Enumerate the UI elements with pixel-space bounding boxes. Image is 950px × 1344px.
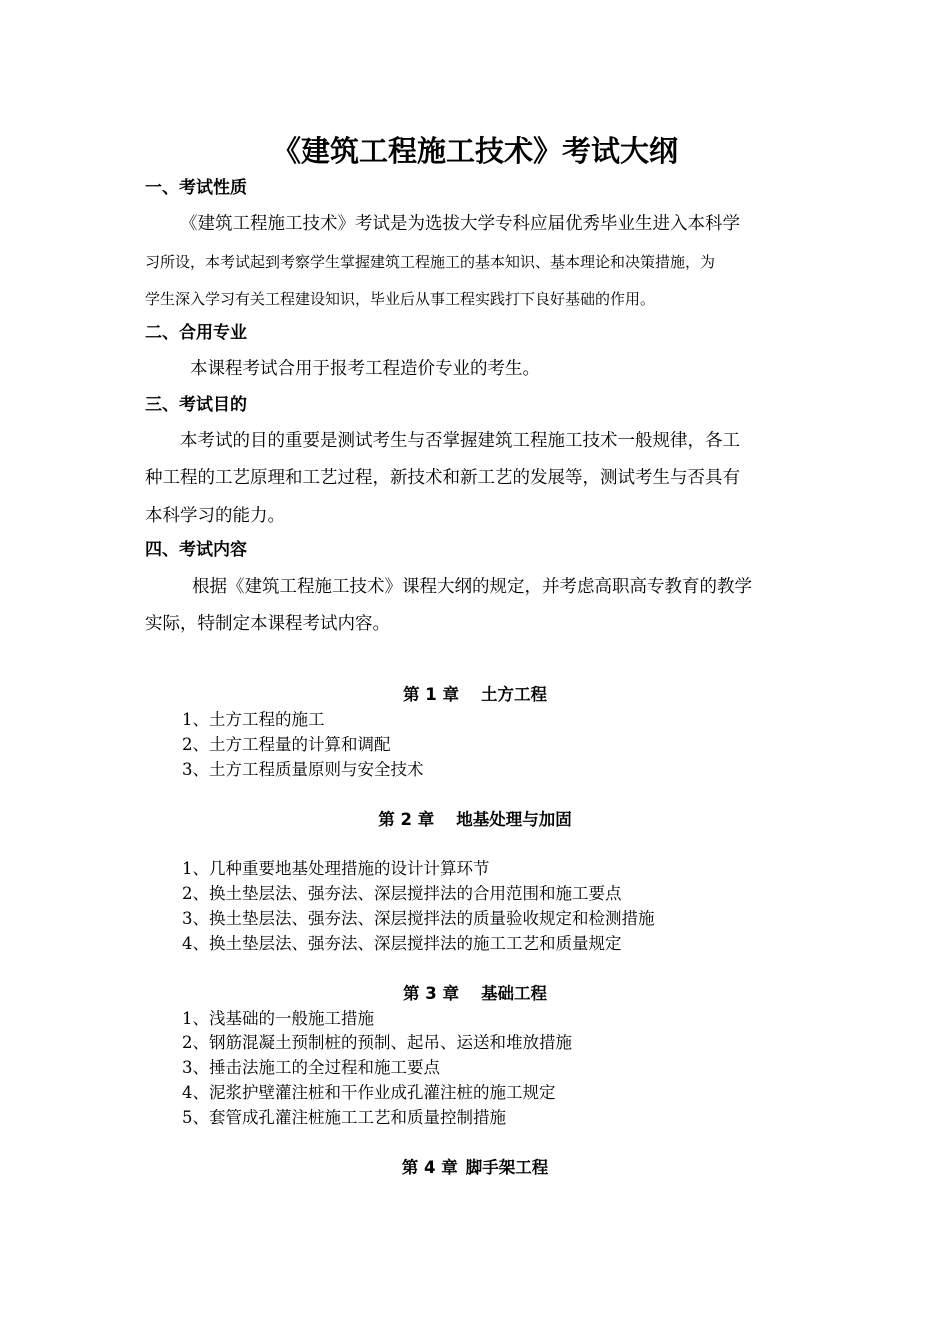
chapter-title — [0, 1156, 950, 1180]
list-item: 2、换土垫层法、强夯法、深层搅拌法的合用范围和施工要点 — [182, 884, 622, 903]
paragraph-line: 种工程的工艺原理和工艺过程，新技术和新工艺的发展等，测试考生与否具有 — [145, 468, 740, 488]
chapter-number: 第 2 章 — [378, 810, 435, 829]
list-item: 5、套管成孔灌注桩施工工艺和质量控制措施 — [182, 1108, 506, 1127]
paragraph-line: 《建筑工程施工技术》考试是为选拔大学专科应届优秀毕业生进入本科学 — [180, 214, 740, 234]
paragraph-line: 本考试的目的重要是测试考生与否掌握建筑工程施工技术一般规律，各工 — [180, 431, 740, 451]
chapter-number: 第 3 章 — [403, 984, 459, 1003]
chapter-name: 土方工程 — [480, 685, 547, 704]
list-item: 4、泥浆护壁灌注桩和干作业成孔灌注桩的施工规定 — [182, 1083, 556, 1102]
chapter-title — [0, 808, 950, 832]
chapter-name: 基础工程 — [480, 984, 547, 1003]
document-title: 《建筑工程施工技术》考试大纲 — [271, 134, 678, 168]
list-item: 1、土方工程的施工 — [182, 710, 325, 729]
list-item: 4、换土垫层法、强夯法、深层搅拌法的施工工艺和质量规定 — [182, 934, 622, 953]
paragraph-line: 根据《建筑工程施工技术》课程大纲的规定，并考虑高职高专教育的教学 — [192, 577, 752, 597]
paragraph-line: 实际，特制定本课程考试内容。 — [145, 614, 390, 634]
section-heading-content: 四、考试内容 — [145, 540, 247, 560]
list-item: 3、换土垫层法、强夯法、深层搅拌法的质量验收规定和检测措施 — [182, 909, 655, 928]
paragraph-line: 本科学习的能力。 — [145, 506, 285, 526]
chapter-name: 脚手架工程 — [465, 1158, 549, 1177]
chapter-number: 第 1 章 — [403, 685, 459, 704]
section-heading-applicable-major: 二、合用专业 — [145, 323, 247, 343]
chapter-name: 地基处理与加固 — [456, 810, 572, 829]
section-heading-purpose: 三、考试目的 — [145, 395, 247, 415]
paragraph-line: 习所设，本考试起到考察学生掌握建筑工程施工的基本知识、基本理论和决策措施，为 — [145, 253, 716, 271]
chapter-number: 第 4 章 — [401, 1158, 458, 1177]
list-item: 2、土方工程量的计算和调配 — [182, 735, 391, 754]
chapter-title — [0, 982, 950, 1006]
paragraph-line: 本课程考试合用于报考工程造价专业的考生。 — [190, 359, 540, 379]
section-heading-nature: 一、考试性质 — [145, 178, 247, 198]
list-item: 2、钢筋混凝土预制桩的预制、起吊、运送和堆放措施 — [182, 1033, 572, 1052]
list-item: 3、捶击法施工的全过程和施工要点 — [182, 1058, 440, 1077]
list-item: 3、土方工程质量原则与安全技术 — [182, 760, 424, 779]
list-item: 1、几种重要地基处理措施的设计计算环节 — [182, 859, 490, 878]
paragraph-line: 学生深入学习有关工程建设知识，毕业后从事工程实践打下良好基础的作用。 — [145, 290, 656, 308]
chapter-title — [0, 683, 950, 707]
list-item: 1、浅基础的一般施工措施 — [182, 1009, 374, 1028]
